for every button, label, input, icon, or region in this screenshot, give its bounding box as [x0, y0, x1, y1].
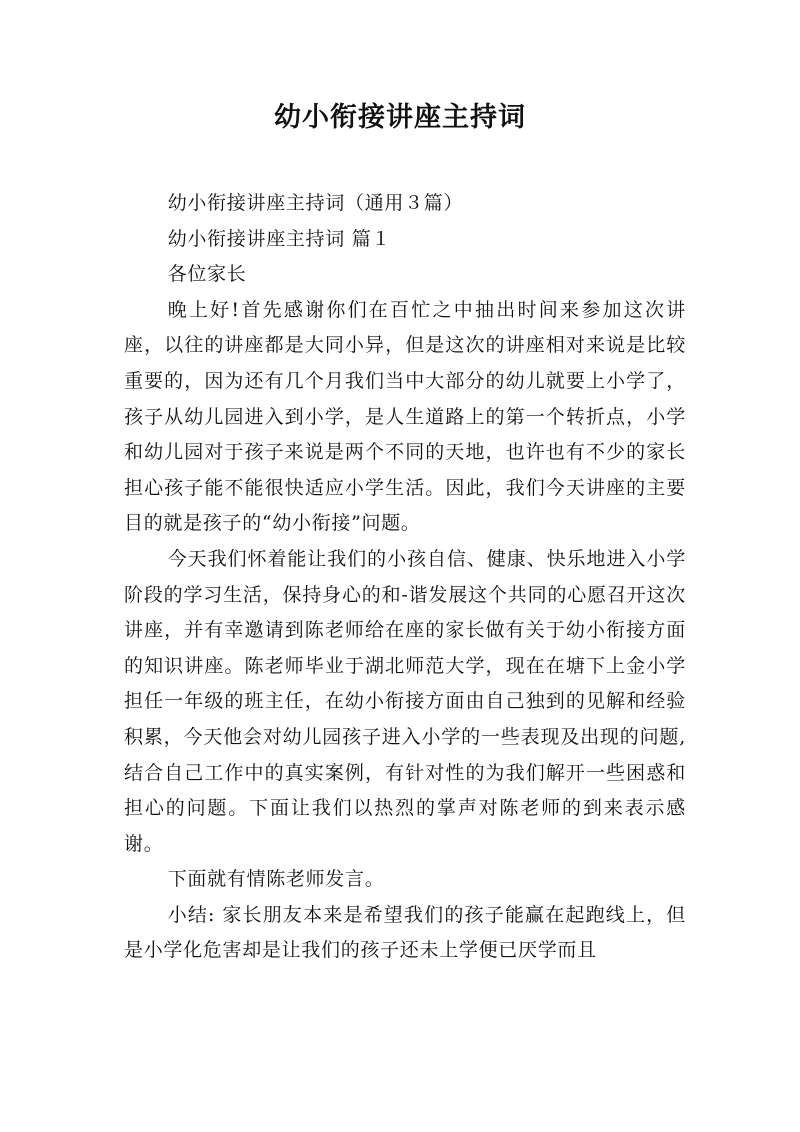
document-title: 幼小衔接讲座主持词 — [274, 102, 526, 133]
paragraph-subtitle: 幼小衔接讲座主持词（通用３篇） — [167, 192, 464, 214]
paragraph-introduction: 今天我们怀着能让我们的小孩自信、健康、快乐地进入小学阶段的学习生活，保持身心的和-谐发展这个共同的心愿召开这次讲座，并有幸邀请到陈老师给在座的家长做有关于幼小衔接方面的知识讲座。陈老师毕业于湖北师范大学，现在在塘下上金小学担任一年级的班主任，在幼小衔接方面由自己独到的见解和经验积累，今天他会对幼儿园孩子进入小学的一些表现及出现的问题,结合自己工作中的真实案例，有针对性的为我们解开一些困惑和担心的问题。下面让我们以热烈的掌声对陈老师的到来表示感谢。 — [124, 547, 686, 855]
document-body — [124, 186, 686, 969]
paragraph-summary: 小结: 家长朋友本来是希望我们的孩子能赢在起跑线上，但是小学化危害却是让我们的孩子还未上学便已厌学而且 — [124, 903, 686, 962]
paragraph-salutation: 各位家长 — [167, 263, 247, 286]
paragraph-section-heading: 幼小衔接讲座主持词 篇１ — [167, 227, 392, 250]
paragraph-opening: 晚上好!首先感谢你们在百忙之中抽出时间来参加这次讲座，以往的讲座都是大同小异，但是这次的讲座相对来说是比较重要的，因为还有几个月我们当中大部分的幼儿就要上小学了，孩子从幼儿园进入到小学，是人生道路上的第一个转折点，小学和幼儿园对于孩子来说是两个不同的天地，也许也有不少的家长担心孩子能不能很快适应小学生活。因此，我们今天讲座的主要目的就是孩子的“幼小衔接”问题。 — [124, 298, 686, 535]
paragraph-speaker-invite: 下面就有情陈老师发言。 — [167, 868, 385, 891]
